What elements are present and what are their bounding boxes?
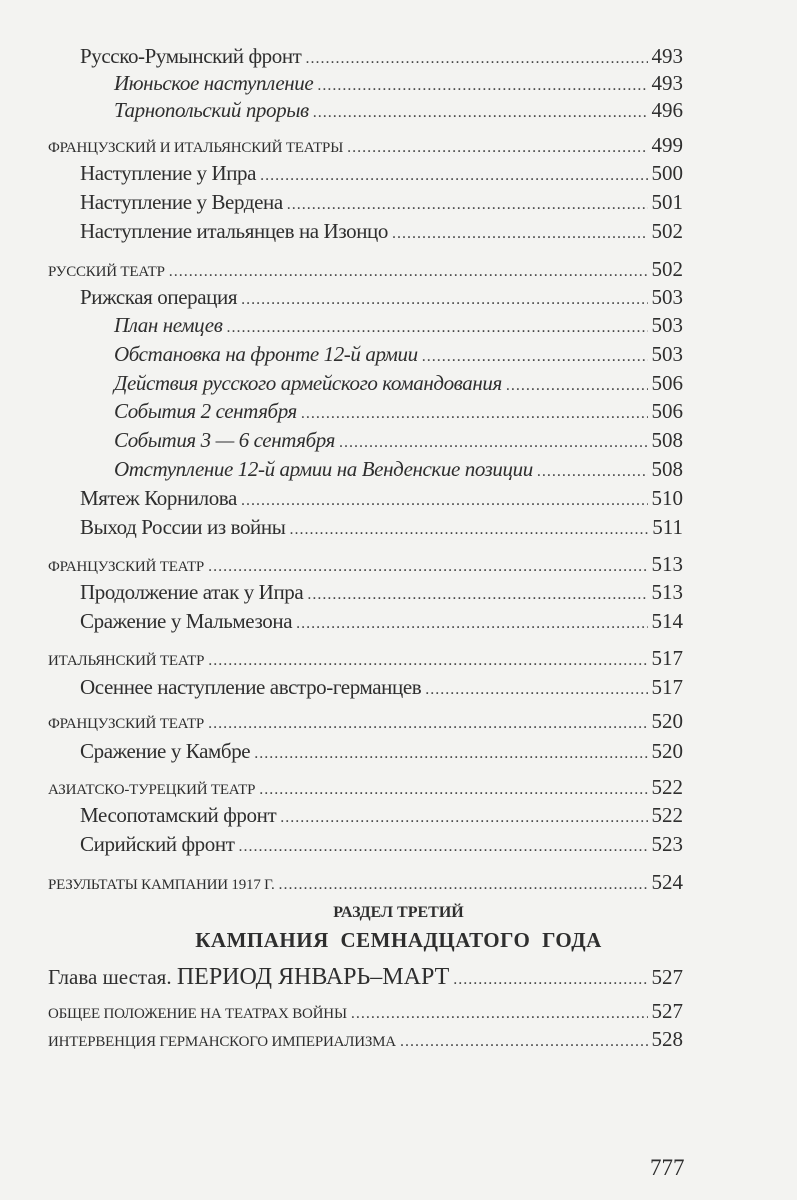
entry-title: Действия русского армейского командования: [114, 371, 502, 395]
entry-page: 496: [651, 98, 683, 122]
entry-title: ОБЩЕЕ ПОЛОЖЕНИЕ НА ТЕАТРАХ ВОЙНЫ: [48, 1006, 347, 1022]
section-title: КАМПАНИЯ СЕМНАДЦАТОГО ГОДА: [195, 928, 602, 952]
entry-page: 517: [651, 675, 683, 699]
entry-title: Осеннее наступление австро-германцев: [80, 675, 422, 699]
toc-entry: [0, 486, 683, 512]
toc-entry: [0, 609, 683, 635]
entry-page: 522: [651, 775, 683, 799]
toc-entry: [0, 675, 683, 701]
entry-title: Русско-Румынский фронт: [80, 44, 302, 68]
entry-title: Наступление у Ипра: [80, 161, 257, 185]
dot-leader: [347, 139, 647, 157]
dot-leader: [241, 291, 647, 309]
entry-title: ИТАЛЬЯНСКИЙ ТЕАТР: [48, 653, 205, 669]
entry-page: 508: [651, 457, 683, 481]
toc-entry: [0, 285, 683, 311]
toc-entry: [0, 775, 683, 801]
entry-title: АЗИАТСКО-ТУРЕЦКИЙ ТЕАТР: [48, 782, 256, 798]
entry-page: 503: [651, 313, 683, 337]
dot-leader: [226, 319, 647, 337]
toc-entry: [0, 739, 683, 765]
chapter-prefix: Глава шестая.: [48, 965, 172, 989]
entry-title: Рижская операция: [80, 285, 238, 309]
entry-page: 510: [651, 486, 683, 510]
entry-page: 527: [651, 965, 683, 989]
toc-entry: [0, 257, 683, 283]
dot-leader: [422, 348, 648, 366]
toc-entry: [0, 457, 683, 483]
entry-page: 513: [651, 552, 683, 576]
entry-page: 493: [651, 71, 683, 95]
dot-leader: [208, 558, 647, 576]
dot-leader: [239, 838, 648, 856]
entry-title: ИНТЕРВЕНЦИЯ ГЕРМАНСКОГО ИМПЕРИАЛИЗМА: [48, 1034, 396, 1050]
entry-page: 503: [651, 285, 683, 309]
toc-entry: [0, 71, 683, 97]
dot-leader: [296, 615, 647, 633]
toc-entry: [0, 709, 683, 735]
dot-leader: [537, 463, 648, 481]
entry-page: 506: [651, 399, 683, 423]
dot-leader: [317, 77, 647, 95]
dot-leader: [392, 225, 648, 243]
entry-title: ФРАНЦУЗСКИЙ И ИТАЛЬЯНСКИЙ ТЕАТРЫ: [48, 140, 344, 156]
entry-page: 499: [651, 133, 683, 157]
entry-title: События 2 сентября: [114, 399, 297, 423]
toc-entry: [0, 552, 683, 578]
entry-title: Выход России из войны: [80, 515, 286, 539]
dot-leader: [208, 652, 647, 670]
dot-leader: [254, 745, 647, 763]
toc-entry: [0, 133, 683, 159]
dot-leader: [305, 50, 647, 68]
entry-title: Сражение у Мальмезона: [80, 609, 293, 633]
entry-title: План немцев: [114, 313, 223, 337]
entry-page: 524: [651, 870, 683, 894]
entry-title: РЕЗУЛЬТАТЫ КАМПАНИИ 1917 Г.: [48, 877, 275, 893]
dot-leader: [313, 104, 648, 122]
dot-leader: [339, 434, 648, 452]
toc-entry: [0, 832, 683, 858]
dot-leader: [260, 167, 647, 185]
chapter-title: [0, 964, 449, 991]
entry-page: 520: [651, 739, 683, 763]
dot-leader: [453, 971, 647, 989]
toc-entry: [0, 646, 683, 672]
dot-leader: [169, 263, 648, 281]
entry-page: 502: [651, 257, 683, 281]
dot-leader: [241, 492, 648, 510]
toc-entry: [0, 161, 683, 187]
toc-entry: [0, 580, 683, 606]
entry-page: 511: [652, 515, 683, 539]
entry-page: 520: [651, 709, 683, 733]
entry-title: Сражение у Камбре: [80, 739, 251, 763]
toc-entry: [0, 999, 683, 1025]
dot-leader: [307, 586, 647, 604]
toc-entry: [0, 371, 683, 397]
entry-page: 514: [651, 609, 683, 633]
toc-entry: [0, 44, 683, 70]
entry-page: 508: [651, 428, 683, 452]
entry-page: 503: [651, 342, 683, 366]
entry-page: 517: [651, 646, 683, 670]
entry-page: 500: [651, 161, 683, 185]
entry-page: 513: [651, 580, 683, 604]
dot-leader: [208, 715, 647, 733]
entry-title: Продолжение атак у Ипра: [80, 580, 304, 604]
toc-entry: [0, 190, 683, 216]
entry-title: Тарнопольский прорыв: [114, 98, 309, 122]
entry-title: Июньское наступление: [114, 71, 314, 95]
entry-title: Обстановка на фронте 12-й армии: [114, 342, 418, 366]
entry-page: 522: [651, 803, 683, 827]
dot-leader: [280, 809, 647, 827]
toc-entry: [0, 803, 683, 829]
entry-title: Мятеж Корнилова: [80, 486, 237, 510]
toc-entry: [0, 219, 683, 245]
toc-entry: [0, 515, 683, 541]
toc-entry: [0, 1027, 683, 1053]
entry-title: Месопотамский фронт: [80, 803, 277, 827]
dot-leader: [400, 1033, 648, 1051]
dot-leader: [287, 196, 648, 214]
entry-page: 528: [651, 1027, 683, 1051]
dot-leader: [506, 377, 648, 395]
entry-title: Наступление итальянцев на Изонцо: [80, 219, 388, 243]
entry-page: 501: [651, 190, 683, 214]
toc-entry: [0, 428, 683, 454]
entry-page: 523: [651, 832, 683, 856]
dot-leader: [279, 876, 648, 894]
entry-title: События 3 — 6 сентября: [114, 428, 335, 452]
entry-title: ФРАНЦУЗСКИЙ ТЕАТР: [48, 559, 205, 575]
chapter-entry: [0, 964, 683, 990]
entry-page: 502: [651, 219, 683, 243]
entry-page: 493: [651, 44, 683, 68]
entry-title: Сирийский фронт: [80, 832, 235, 856]
entry-title: Отступление 12-й армии на Венденские позиции: [114, 457, 533, 481]
dot-leader: [259, 781, 647, 799]
entry-title: РУССКИЙ ТЕАТР: [48, 264, 165, 280]
dot-leader: [301, 405, 648, 423]
page-number: 777: [650, 1155, 685, 1180]
dot-leader: [289, 521, 648, 539]
toc-entry: [0, 342, 683, 368]
dot-leader: [425, 681, 647, 699]
chapter-name: ПЕРИОД ЯНВАРЬ–МАРТ: [176, 964, 450, 990]
toc-entry: [0, 313, 683, 339]
toc-entry: [0, 399, 683, 425]
entry-page: 506: [651, 371, 683, 395]
toc-entry: [0, 98, 683, 124]
entry-title: Наступление у Вердена: [80, 190, 283, 214]
entry-page: 527: [651, 999, 683, 1023]
entry-title: ФРАНЦУЗСКИЙ ТЕАТР: [48, 716, 205, 732]
section-label: РАЗДЕЛ ТРЕТИЙ: [333, 904, 464, 921]
toc-entry: [0, 870, 683, 896]
dot-leader: [351, 1005, 648, 1023]
